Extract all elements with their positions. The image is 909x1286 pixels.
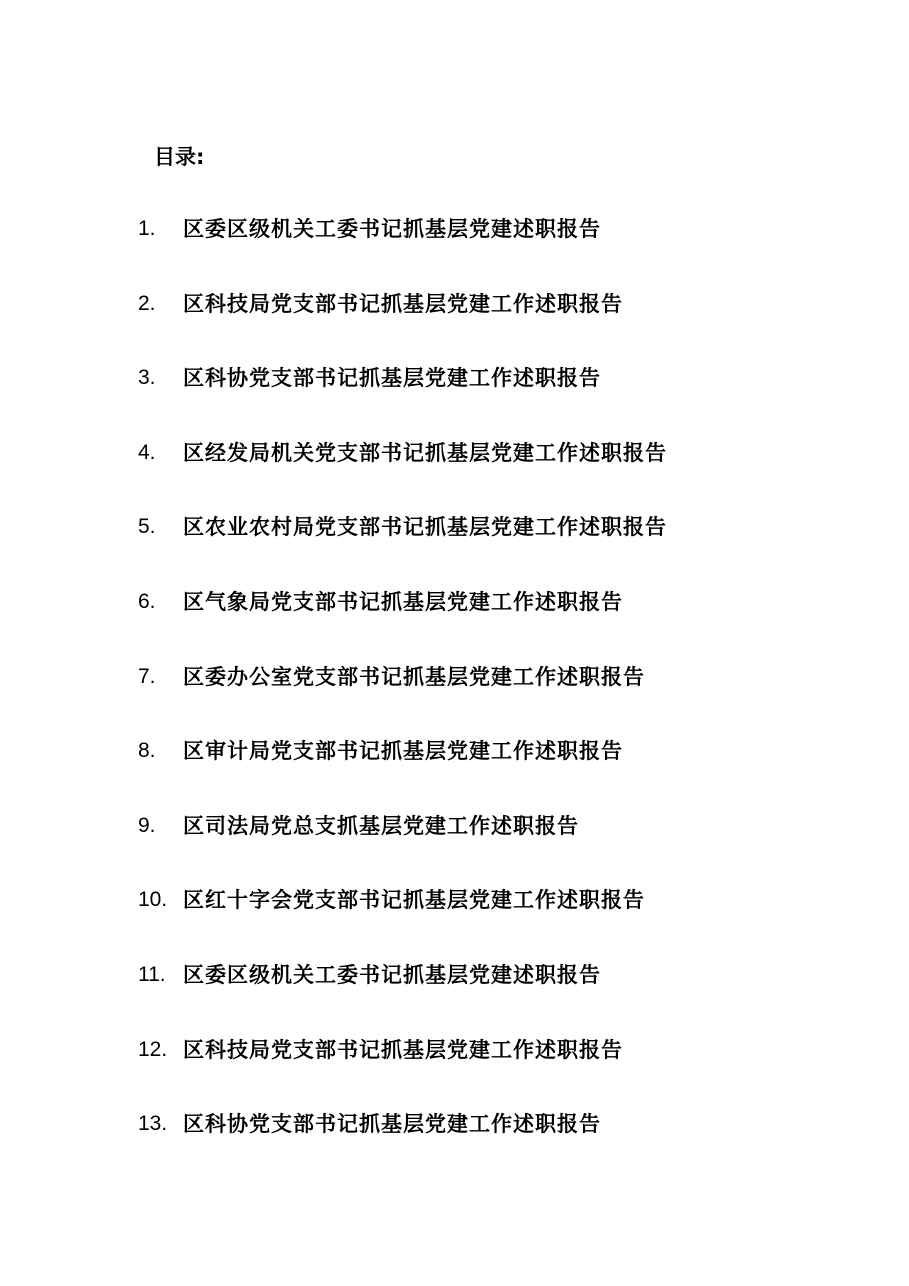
toc-item: [138, 660, 667, 735]
toc-item-title: 区科技局党支部书记抓基层党建工作述职报告: [183, 291, 623, 316]
toc-item-number: 5.: [138, 515, 156, 539]
toc-item-number: 9.: [138, 813, 156, 837]
toc-item-number: 8.: [138, 739, 156, 763]
toc-item-title: 区委区级机关工委书记抓基层党建述职报告: [183, 217, 601, 241]
toc-item-number: 3.: [138, 366, 156, 390]
toc-list: [138, 212, 667, 1182]
toc-item-title: 区司法局党总支抓基层党建工作述职报告: [183, 813, 579, 838]
toc-item: [138, 734, 667, 809]
toc-item-title: 区委区级机关工委书记抓基层党建述职报告: [183, 962, 601, 987]
toc-item-number: 4.: [138, 440, 156, 464]
toc-item-number: 10.: [138, 888, 168, 912]
toc-item: [138, 510, 667, 585]
toc-heading: 目录:: [154, 145, 205, 169]
toc-item: [138, 958, 667, 1033]
toc-item: [138, 361, 667, 436]
toc-item-number: 11.: [138, 962, 166, 986]
toc-item-title: 区农业农村局党支部书记抓基层党建工作述职报告: [183, 515, 667, 540]
toc-item-number: 6.: [138, 589, 156, 613]
toc-item: [138, 883, 667, 958]
toc-item-title: 区审计局党支部书记抓基层党建工作述职报告: [183, 739, 623, 764]
toc-item: [138, 1107, 667, 1182]
toc-item-number: 7.: [138, 664, 156, 688]
toc-item: [138, 1033, 667, 1108]
toc-item-title: 区委办公室党支部书记抓基层党建工作述职报告: [183, 664, 645, 689]
toc-item: [138, 287, 667, 362]
toc-item-title: 区科协党支部书记抓基层党建工作述职报告: [183, 1112, 601, 1137]
toc-item: [138, 809, 667, 884]
toc-item-number: 1.: [138, 217, 156, 240]
toc-item-title: 区科技局党支部书记抓基层党建工作述职报告: [183, 1037, 623, 1062]
toc-item: [138, 212, 667, 287]
toc-item-title: 区科协党支部书记抓基层党建工作述职报告: [183, 366, 601, 391]
toc-item: [138, 436, 667, 511]
toc-item: [138, 585, 667, 660]
toc-item-number: 12.: [138, 1037, 168, 1061]
toc-item-number: 13.: [138, 1112, 168, 1136]
toc-item-title: 区红十字会党支部书记抓基层党建工作述职报告: [183, 888, 645, 913]
toc-item-title: 区经发局机关党支部书记抓基层党建工作述职报告: [183, 440, 667, 465]
toc-item-number: 2.: [138, 291, 156, 315]
toc-item-title: 区气象局党支部书记抓基层党建工作述职报告: [183, 589, 623, 614]
